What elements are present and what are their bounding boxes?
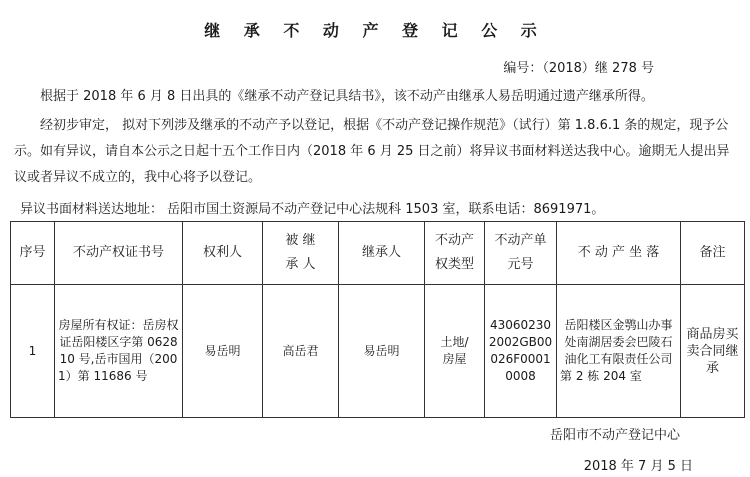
header-heir: 继承人 [339,222,425,285]
cell-deceased: 高岳君 [263,285,339,418]
objection-address: 异议书面材料送达地址： 岳阳市国土资源局不动产登记中心法规科 1503 室，联系电话：8691971。 [20,202,605,217]
document-number: 编号：（2018）继 278 号 [503,61,654,76]
header-type: 不动产权类型 [425,222,485,285]
cell-remark: 商品房买卖合同继承 [681,285,745,418]
cell-cert: 房屋所有权证：岳房权证岳阳楼区字第 062810 号,岳市国用（2001）第 11686 号 [55,285,183,418]
notice-title: 继 承 不 动 产 登 记 公 示 [204,21,546,40]
header-unit: 不动产单元号 [485,222,557,285]
cell-unit: 430602302002GB00026F00010008 [485,285,557,418]
paragraph-basis: 根据于 2018 年 6 月 8 日出具的《继承不动产登记具结书》，该不动产由继承人易岳明通过遗产继承所得。 [40,89,654,104]
header-seq: 序号 [11,222,55,285]
issue-date: 2018 年 7 月 5 日 [583,459,693,474]
cell-seq: 1 [11,285,55,418]
header-cert: 不动产权证书号 [55,222,183,285]
issuer-name: 岳阳市不动产登记中心 [549,428,680,443]
cell-type: 土地/房屋 [425,285,485,418]
header-holder: 权利人 [183,222,263,285]
header-remark: 备注 [681,222,745,285]
table-row [11,285,745,418]
cell-location: 岳阳楼区金鹗山办事处南湖居委会巴陵石油化工有限责任公司第 2 栋 204 室 [557,285,681,418]
cell-heir: 易岳明 [339,285,425,418]
header-location: 不 动 产 坐 落 [557,222,681,285]
registration-table [10,221,745,418]
paragraph-review: 经初步审定， 拟对下列涉及继承的不动产予以登记，根据《不动产登记操作规范》（试行）第 1.8.6.1 条的规定，现予公示。如有异议，请自本公示之日起十五个工作日内（2018 年 6 月 25 日之前）将异议书面材料送达我中心。逾期无人提出异议或者异议不成立的，我中心将予以登记。 [14,118,730,185]
cell-holder: 易岳明 [183,285,263,418]
table-header-row [11,222,745,285]
header-deceased: 被 继 承 人 [263,222,339,285]
